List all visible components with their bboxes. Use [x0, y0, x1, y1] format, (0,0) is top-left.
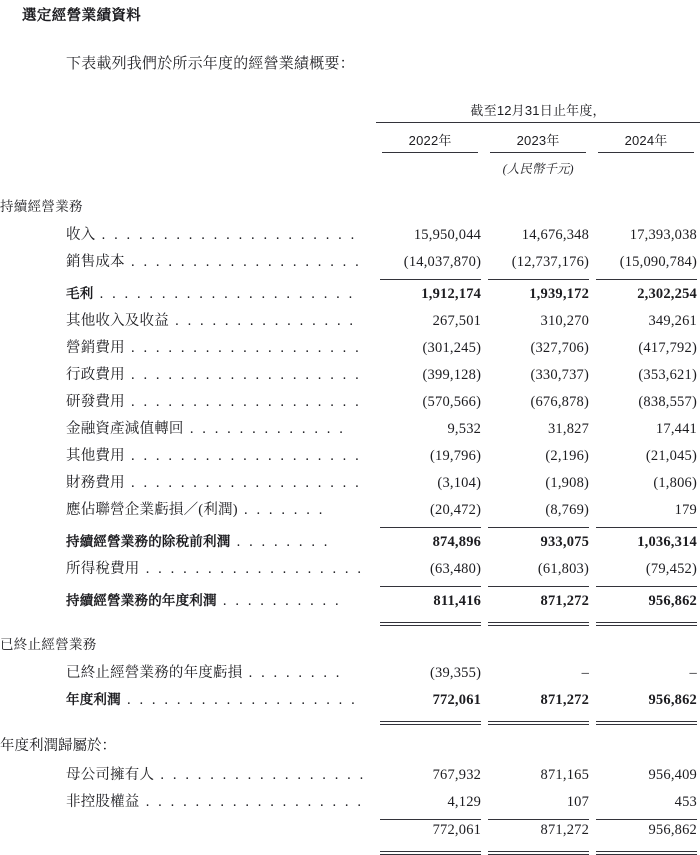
row-value-2: 871,165 [540, 767, 590, 783]
row-label [0, 784, 376, 816]
leader-dots: . . . . . . . . . . . . . . . . . . . [124, 340, 362, 356]
row-value-3: 349,261 [648, 313, 697, 329]
row-value-3: (15,090,784) [592, 244, 700, 276]
table-row [0, 303, 700, 330]
row-label [0, 438, 376, 465]
row-value-2: 871,272 [484, 816, 592, 848]
row-value-2: (1,908) [545, 475, 590, 491]
row-label [0, 411, 376, 438]
row-value-3: 17,441 [655, 421, 697, 437]
table-row [0, 784, 700, 816]
row-value-1: 9,532 [447, 421, 482, 437]
row-label [0, 551, 376, 583]
page-title: 選定經營業績資料 [22, 8, 142, 24]
row-label-text: 金融資產減值轉回 [66, 421, 184, 437]
header-spacer [0, 100, 376, 122]
section-heading-label: 持續經營業務 [0, 199, 83, 214]
header-currency-unit: (人民幣千元) [502, 162, 574, 176]
row-value-2: (61,803) [484, 551, 592, 583]
row-label [0, 303, 376, 330]
row-value-1: (3,104) [437, 475, 482, 491]
leader-dots: . . . . . . . . . . . . . . . . . . . [124, 475, 362, 491]
row-value-3: (79,452) [592, 551, 700, 583]
row-label-text: 年度利潤 [66, 692, 121, 707]
row-value-1: (301,245) [422, 340, 482, 356]
row-value-2: 871,272 [484, 682, 592, 718]
table-row [0, 551, 700, 583]
row-label-text: 財務費用 [66, 475, 125, 491]
row-value-2: 310,270 [540, 313, 590, 329]
row-value-2: (8,769) [484, 492, 592, 524]
leader-dots: . . . . . . . . . . . . . . . . . . . [124, 367, 362, 383]
header-period-label: 截至12月31日止年度， [470, 103, 606, 118]
row-label-text: 持續經營業務的年度利潤 [66, 593, 217, 608]
row-label [0, 244, 376, 276]
row-value-1: 772,061 [376, 816, 484, 848]
column-header-year-3: 2024年 [624, 133, 668, 148]
row-label-text: 所得稅費用 [66, 561, 140, 577]
leader-dots: . . . . . . . . . . . . . [183, 421, 346, 437]
table-row [0, 357, 700, 384]
row-value-2: 31,827 [547, 421, 590, 437]
row-value-3: (1,806) [653, 475, 697, 491]
row-value-1: (570,566) [422, 394, 482, 410]
table-row [0, 217, 700, 244]
table-row [0, 492, 700, 524]
column-header-year-2: 2023年 [516, 133, 560, 148]
row-value-3: (417,792) [638, 340, 697, 356]
leader-dots: . . . . . . . . [242, 665, 343, 681]
row-label-text: 營銷費用 [66, 340, 125, 356]
row-value-3: – [689, 665, 697, 681]
row-label-text: 其他費用 [66, 448, 125, 464]
row-value-3: 17,393,038 [629, 227, 697, 243]
row-label [0, 384, 376, 411]
table-row [0, 816, 700, 848]
header-spacer [0, 153, 376, 177]
row-value-2: (676,878) [530, 394, 590, 410]
row-label [0, 583, 376, 619]
intro-paragraph: 下表載列我們於所示年度的經營業績概要： [66, 56, 355, 72]
row-value-1: 811,416 [376, 583, 484, 619]
row-value-3: 1,036,314 [637, 534, 697, 550]
row-label-text: 銷售成本 [66, 254, 125, 270]
row-value-3: 2,302,254 [637, 286, 697, 302]
row-value-1: (399,128) [422, 367, 482, 383]
row-label [0, 492, 376, 524]
table-row [0, 757, 700, 784]
row-label-text: 非控股權益 [66, 794, 140, 810]
leader-dots: . . . . . . . . . . [216, 593, 342, 609]
table-row [0, 465, 700, 492]
row-label [0, 757, 376, 784]
row-value-1: (63,480) [376, 551, 484, 583]
row-value-3: (838,557) [638, 394, 697, 410]
column-header-year-1: 2022年 [408, 133, 452, 148]
row-label [0, 217, 376, 244]
table-row [0, 655, 700, 682]
table-row [0, 682, 700, 718]
table-row [0, 244, 700, 276]
section-heading-spacer [592, 177, 700, 217]
leader-dots: . . . . . . . . . . . . . . . [168, 313, 356, 329]
row-value-3: 453 [592, 784, 700, 816]
row-label [0, 357, 376, 384]
leader-dots: . . . . . . . . . . . . . . . . . . . . . [93, 286, 355, 302]
row-value-1: 15,950,044 [413, 227, 482, 243]
section-heading-label: 年度利潤歸屬於： [0, 738, 116, 754]
row-value-1: 267,501 [432, 313, 482, 329]
row-label [0, 655, 376, 682]
row-value-2: (2,196) [545, 448, 590, 464]
table-row [0, 276, 700, 303]
row-value-2: 14,676,348 [521, 227, 590, 243]
row-label-text: 毛利 [66, 286, 94, 301]
row-value-2: 933,075 [540, 534, 590, 550]
row-value-1: 767,932 [432, 767, 482, 783]
financial-table-wrapper [0, 100, 700, 848]
row-label [0, 524, 376, 551]
row-value-1: 874,896 [432, 534, 482, 550]
row-label-text: 其他收入及收益 [66, 313, 169, 329]
row-value-3: (353,621) [638, 367, 697, 383]
leader-dots: . . . . . . . . . . . . . . . . . [154, 767, 366, 783]
row-value-2: (12,737,176) [484, 244, 592, 276]
table-header-period-row [0, 100, 700, 122]
row-value-2: 107 [484, 784, 592, 816]
table-row [0, 438, 700, 465]
section-heading-row [0, 619, 700, 655]
row-value-1: 1,912,174 [421, 286, 482, 302]
row-value-2: (327,706) [530, 340, 590, 356]
table-row [0, 524, 700, 551]
leader-dots: . . . . . . . . [230, 534, 331, 550]
row-value-1: (19,796) [429, 448, 482, 464]
leader-dots: . . . . . . . . . . . . . . . . . . [139, 794, 364, 810]
table-row [0, 583, 700, 619]
row-value-1: (20,472) [376, 492, 484, 524]
financial-table [0, 100, 700, 848]
row-value-1: (39,355) [429, 665, 482, 681]
row-label-text: 收入 [66, 227, 96, 243]
leader-dots: . . . . . . . . . . . . . . . . . . . [124, 254, 362, 270]
row-value-3: 179 [592, 492, 700, 524]
row-label-text: 母公司擁有人 [66, 767, 155, 783]
row-value-3: (21,045) [645, 448, 697, 464]
row-label-text: 應佔聯營企業虧損／(利潤) [66, 502, 238, 518]
row-label [0, 816, 376, 848]
section-heading-row [0, 718, 700, 757]
row-label [0, 682, 376, 718]
table-row [0, 411, 700, 438]
leader-dots: . . . . . . . [237, 502, 325, 518]
row-value-3: 956,862 [592, 682, 700, 718]
row-value-2: – [581, 665, 590, 681]
leader-dots: . . . . . . . . . . . . . . . . . . . . . [95, 227, 357, 243]
row-value-3: 956,862 [592, 583, 700, 619]
leader-dots: . . . . . . . . . . . . . . . . . . [139, 561, 364, 577]
row-label-text: 已終止經營業務的年度虧損 [66, 665, 243, 681]
row-value-3: 956,862 [592, 816, 700, 848]
row-value-2: (330,737) [530, 367, 590, 383]
row-value-1: 772,061 [376, 682, 484, 718]
row-value-1: 4,129 [376, 784, 484, 816]
table-header-unit-row [0, 153, 700, 177]
row-value-3: 956,409 [648, 767, 697, 783]
row-label-text: 持續經營業務的除稅前利潤 [66, 534, 231, 549]
table-row [0, 384, 700, 411]
row-label [0, 276, 376, 303]
row-label-text: 研發費用 [66, 394, 125, 410]
table-row [0, 330, 700, 357]
header-spacer [0, 123, 376, 152]
leader-dots: . . . . . . . . . . . . . . . . . . . [120, 692, 358, 708]
section-heading-spacer [376, 177, 484, 217]
leader-dots: . . . . . . . . . . . . . . . . . . . [124, 394, 362, 410]
row-label-text: 行政費用 [66, 367, 125, 383]
row-value-2: 871,272 [484, 583, 592, 619]
row-value-2: 1,939,172 [529, 286, 590, 302]
section-heading-row [0, 177, 700, 217]
row-label [0, 330, 376, 357]
row-value-1: (14,037,870) [376, 244, 484, 276]
section-heading-label: 已終止經營業務 [0, 637, 97, 652]
table-header-years-row [0, 123, 700, 152]
row-label [0, 465, 376, 492]
section-heading-spacer [484, 177, 592, 217]
leader-dots: . . . . . . . . . . . . . . . . . . . [124, 448, 362, 464]
